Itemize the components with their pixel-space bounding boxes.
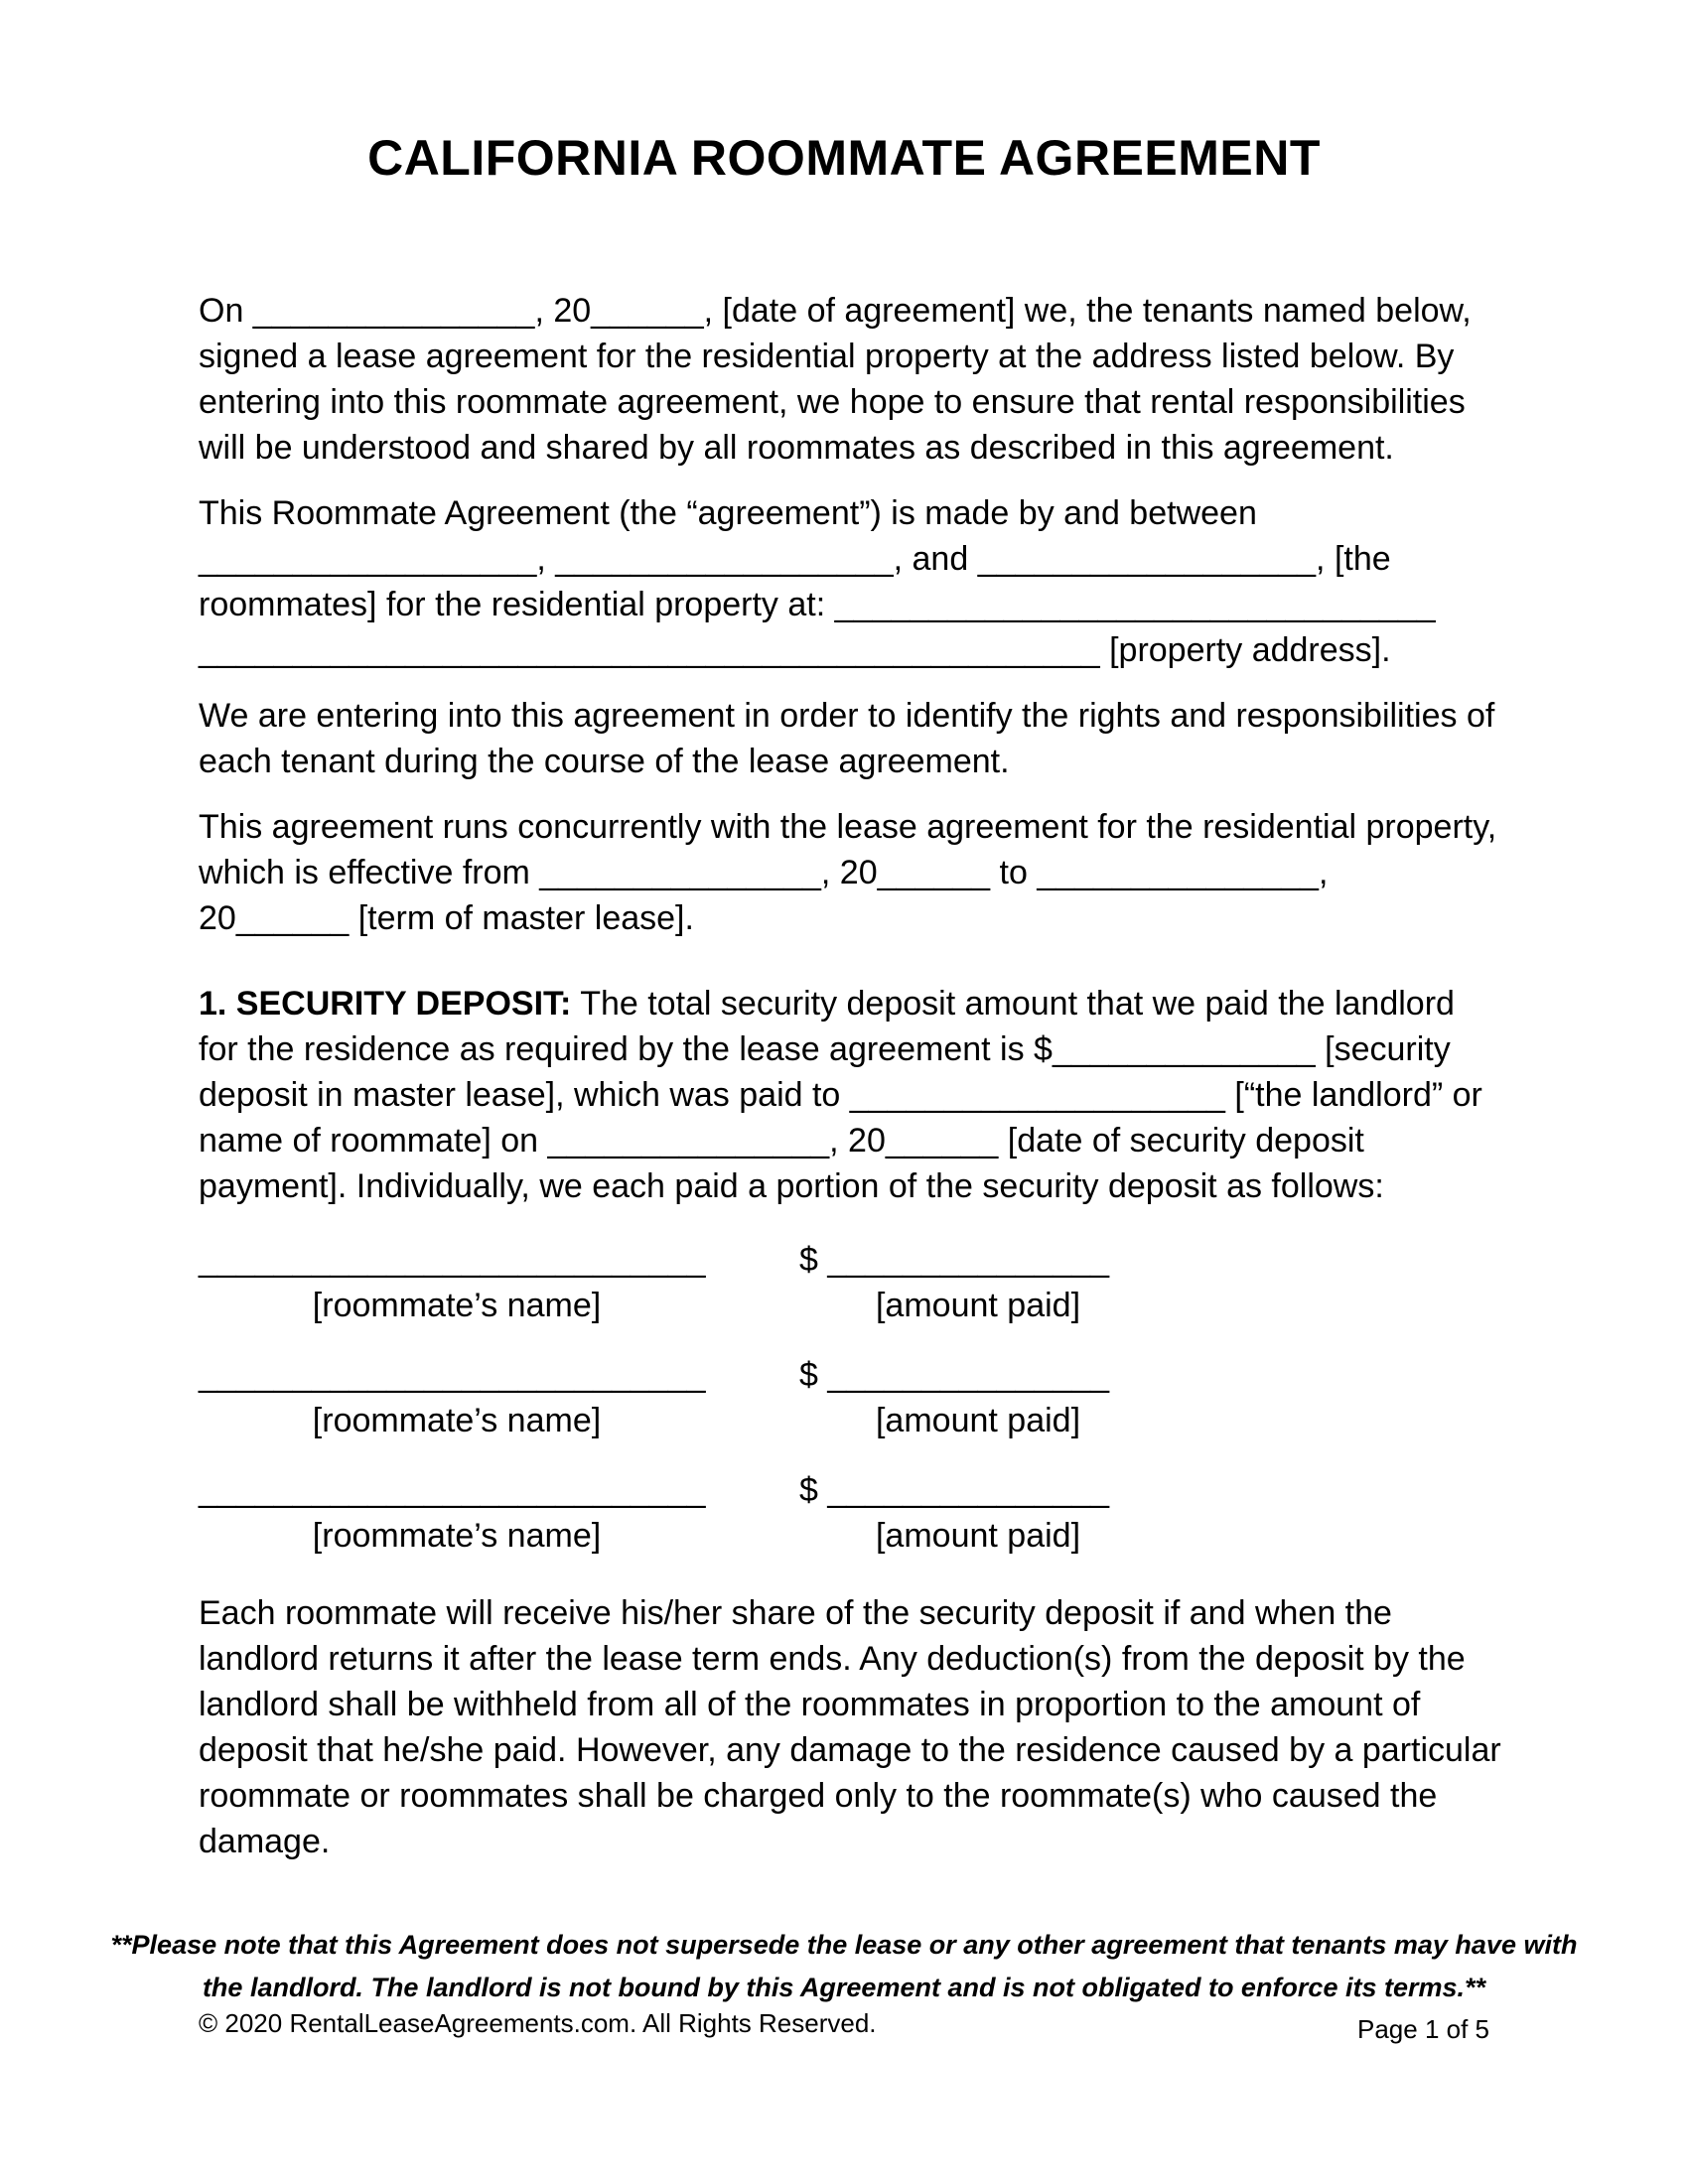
intro-line: entering into this roommate agreement, we hope to ensure that rental responsibilities (199, 383, 1466, 421)
page-footer (0, 2007, 1688, 2045)
roommate-name-label: [roommate’s name] (312, 1517, 602, 1555)
security-deposit-line: for the residence as required by the lease agreement is $______________ [security (199, 1030, 1451, 1068)
amount-paid-blank: $ _______________ (799, 1471, 1109, 1509)
intro-line: signed a lease agreement for the residential property at the address listed below. By (199, 338, 1455, 375)
parties-line: This Roommate Agreement (the “agreement”) is made by and between (199, 494, 1257, 532)
disclaimer-line: the landlord. The landlord is not bound by this Agreement and is not obligated to enforce its terms.** (202, 1973, 1486, 2002)
roommate-name-label: [roommate’s name] (312, 1287, 602, 1324)
security-deposit-paragraph (199, 981, 1688, 1209)
deposit-row (199, 1352, 1688, 1443)
amount-paid-label: [amount paid] (875, 1402, 1081, 1439)
term-line: This agreement runs concurrently with the lease agreement for the residential property, (199, 808, 1497, 846)
deposit-shares-list (199, 1237, 1688, 1559)
intro-line: On _______________, 20______, [date of agreement] we, the tenants named below, (199, 292, 1472, 330)
parties-paragraph (199, 490, 1688, 673)
amount-paid-blank: $ _______________ (799, 1356, 1109, 1394)
amount-paid-label: [amount paid] (875, 1287, 1081, 1324)
roommate-name-cell (199, 1467, 715, 1559)
term-paragraph (199, 804, 1688, 941)
security-deposit-line: payment]. Individually, we each paid a portion of the security deposit as follows: (199, 1167, 1384, 1205)
security-deposit-heading: 1. SECURITY DEPOSIT: (199, 985, 572, 1023)
roommate-name-cell (199, 1237, 715, 1328)
roommate-name-blank: ___________________________ (199, 1471, 706, 1509)
refund-line: Each roommate will receive his/her share of the security deposit if and when the (199, 1594, 1392, 1632)
document-body (0, 288, 1688, 1864)
security-deposit-heading-line (199, 981, 1688, 1026)
document-title: CALIFORNIA ROOMMATE AGREEMENT (367, 130, 1321, 186)
refund-line: deposit that he/she paid. However, any damage to the residence caused by a particular (199, 1731, 1501, 1769)
purpose-paragraph (199, 693, 1688, 784)
copyright-text: © 2020 RentalLeaseAgreements.com. All Rights Reserved. (199, 2008, 877, 2038)
amount-paid-cell (799, 1467, 1157, 1559)
security-deposit-line: name of roommate] on _______________, 20______ [date of security deposit (199, 1122, 1364, 1160)
intro-line: will be understood and shared by all roommates as described in this agreement. (199, 429, 1394, 467)
security-deposit-line: deposit in master lease], which was paid to ____________________ [“the landlord” or (199, 1076, 1482, 1114)
roommate-name-cell (199, 1352, 715, 1443)
roommate-name-blank: ___________________________ (199, 1356, 706, 1394)
term-line: 20______ [term of master lease]. (199, 899, 694, 937)
amount-paid-blank: $ _______________ (799, 1241, 1109, 1279)
amount-paid-label: [amount paid] (875, 1517, 1081, 1555)
parties-line: roommates] for the residential property at: ________________________________ (199, 586, 1436, 623)
page-number: Page 1 of 5 (1357, 2014, 1489, 2044)
deposit-row (199, 1467, 1688, 1559)
roommate-name-blank: ___________________________ (199, 1241, 706, 1279)
term-line: which is effective from _______________, 20______ to _______________, (199, 854, 1329, 891)
purpose-line: each tenant during the course of the lease agreement. (199, 743, 1010, 780)
parties-line: __________________, __________________, and __________________, [the (199, 540, 1391, 578)
roommate-name-label: [roommate’s name] (312, 1402, 602, 1439)
intro-paragraph (199, 288, 1688, 471)
parties-line: ________________________________________________ [property address]. (199, 631, 1391, 669)
refund-line: roommate or roommates shall be charged only to the roommate(s) who caused the (199, 1777, 1438, 1815)
amount-paid-cell (799, 1237, 1157, 1328)
refund-line: landlord returns it after the lease term ends. Any deduction(s) from the deposit by the (199, 1640, 1466, 1678)
deposit-row (199, 1237, 1688, 1328)
refund-line: landlord shall be withheld from all of the roommates in proportion to the amount of (199, 1686, 1421, 1723)
disclaimer-note (0, 1924, 1688, 2009)
disclaimer-line: **Please note that this Agreement does not supersede the lease or any other agreement that tenants may have with (110, 1930, 1578, 1960)
purpose-line: We are entering into this agreement in order to identify the rights and responsibilities of (199, 697, 1495, 735)
refund-line: damage. (199, 1823, 331, 1860)
deposit-refund-paragraph (199, 1590, 1688, 1864)
security-deposit-heading-rest: The total security deposit amount that we paid the landlord (571, 985, 1455, 1023)
amount-paid-cell (799, 1352, 1157, 1443)
